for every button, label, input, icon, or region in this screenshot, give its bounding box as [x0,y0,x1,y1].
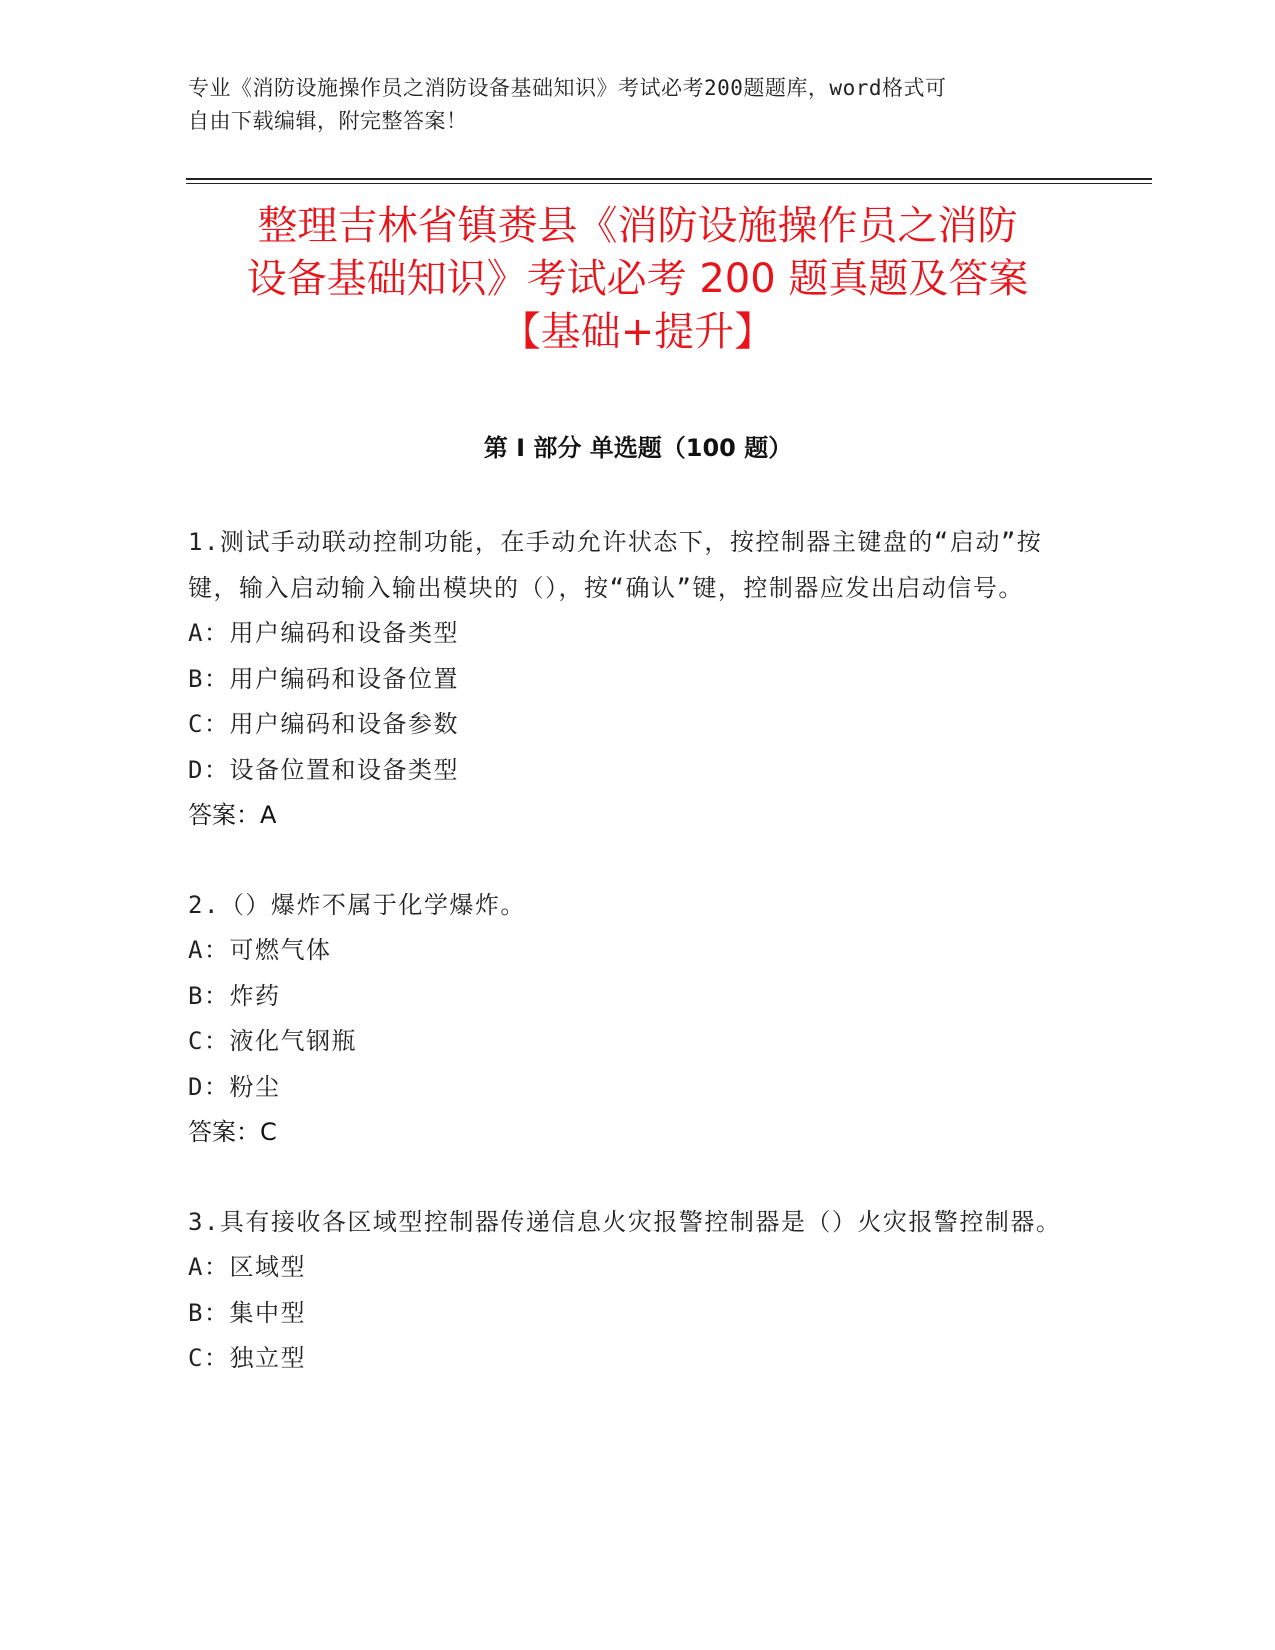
option-a: A：可燃气体 [188,936,332,964]
option-d: D：设备位置和设备类型 [188,755,459,784]
section-title: 第 I 部分 单选题（100 题） [483,434,793,462]
question-stem: 2.（）爆炸不属于化学爆炸。 [188,890,526,919]
option-a: A：区域型 [188,1253,306,1281]
document-title-line-2: 设备基础知识》考试必考 200 题真题及答案 [246,256,1029,302]
option-b: B：集中型 [188,1298,306,1327]
question-stem: 3.具有接收各区域型控制器传递信息火灾报警控制器是（）火灾报警控制器。 [188,1207,1062,1236]
document-title-line-3: 【基础+提升】 [500,309,775,355]
question-stem: 1.测试手动联动控制功能，在手动允许状态下，按控制器主键盘的“启动”按键，输入启动输入输出模块的（），按“确认”键，控制器应发出启动信号。 [188,528,1043,602]
option-d: D：粉尘 [188,1072,281,1101]
document-title [130,200,1145,359]
question-3 [188,1200,1068,1382]
option-c: C：用户编码和设备参数 [188,710,459,738]
document-title-line-1: 整理吉林省镇赉县《消防设施操作员之消防 [257,203,1018,249]
option-b: B：炸药 [188,981,281,1010]
header-note-line-1: 专业《消防设施操作员之消防设备基础知识》考试必考200题题库，word格式可 [188,76,947,100]
question-1 [188,520,1068,839]
option-c: C：独立型 [188,1344,306,1372]
header-divider-thick [186,178,1152,180]
question-2 [188,883,1068,1156]
question-list [188,520,1068,1426]
header-divider-thin [186,183,1152,184]
header-note-line-2: 自由下载编辑，附完整答案！ [188,109,468,133]
header-note [188,72,1068,138]
answer: 答案：A [188,801,277,829]
option-b: B：用户编码和设备位置 [188,664,459,693]
option-c: C：液化气钢瓶 [188,1027,357,1055]
option-a: A：用户编码和设备类型 [188,619,459,647]
answer: 答案：C [188,1118,277,1146]
